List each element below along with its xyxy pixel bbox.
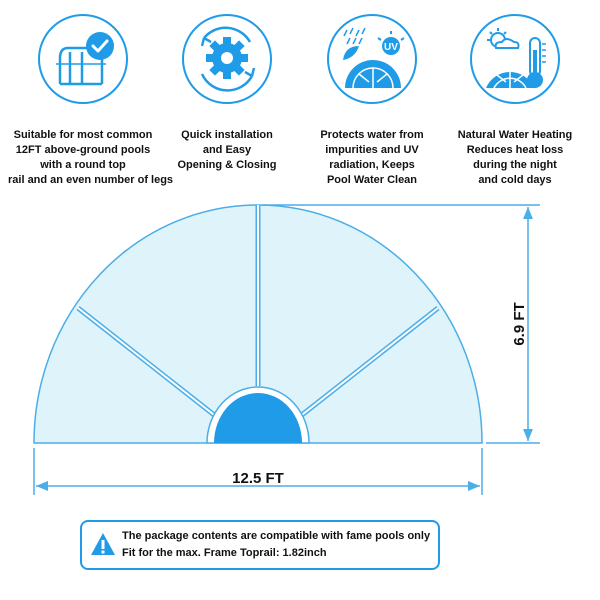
feature-uv-protection xyxy=(297,12,447,188)
caption-line: rail and an even number of legs xyxy=(8,174,174,186)
height-label: 6.9 FT xyxy=(511,302,528,346)
caption-line: Natural Water Heating xyxy=(457,129,573,141)
notice-line-compatibility: The package contents are compatible with fame pools only xyxy=(122,530,431,542)
feature-quick-installation xyxy=(152,12,302,173)
gear-rotate-icon xyxy=(180,12,274,106)
cover-dimension-diagram xyxy=(0,190,600,510)
compatibility-notice xyxy=(80,520,440,570)
caption-line: Pool Water Clean xyxy=(326,174,418,186)
sun-thermometer-icon xyxy=(468,12,562,106)
width-label: 12.5 FT xyxy=(232,470,284,487)
feature-caption xyxy=(152,128,302,173)
svg-text:UV: UV xyxy=(384,42,398,53)
caption-line: Quick installation xyxy=(181,129,273,141)
feature-caption xyxy=(8,128,174,188)
warning-triangle-icon xyxy=(90,531,116,557)
feature-round-top-rail xyxy=(8,12,174,188)
caption-line: and cold days xyxy=(478,174,552,186)
pool-frame-check-icon xyxy=(36,12,130,106)
caption-line: Reduces heat loss xyxy=(466,144,564,156)
caption-line: and Easy xyxy=(202,144,252,156)
feature-caption xyxy=(297,128,447,188)
caption-line: with a round top xyxy=(40,159,126,171)
caption-line: Suitable for most common xyxy=(13,129,153,141)
feature-water-heating xyxy=(440,12,590,188)
caption-line: during the night xyxy=(473,159,557,171)
uv-rain-protection-icon xyxy=(325,12,419,106)
caption-line: 12FT above-ground pools xyxy=(15,144,151,156)
caption-line: impurities and UV xyxy=(325,144,419,156)
notice-line-toprail: Fit for the max. Frame Toprail: 1.82inch xyxy=(122,547,327,559)
feature-caption xyxy=(440,128,590,188)
caption-line: Opening & Closing xyxy=(177,159,277,171)
caption-line: Protects water from xyxy=(320,129,424,141)
caption-line: radiation, Keeps xyxy=(329,159,415,171)
